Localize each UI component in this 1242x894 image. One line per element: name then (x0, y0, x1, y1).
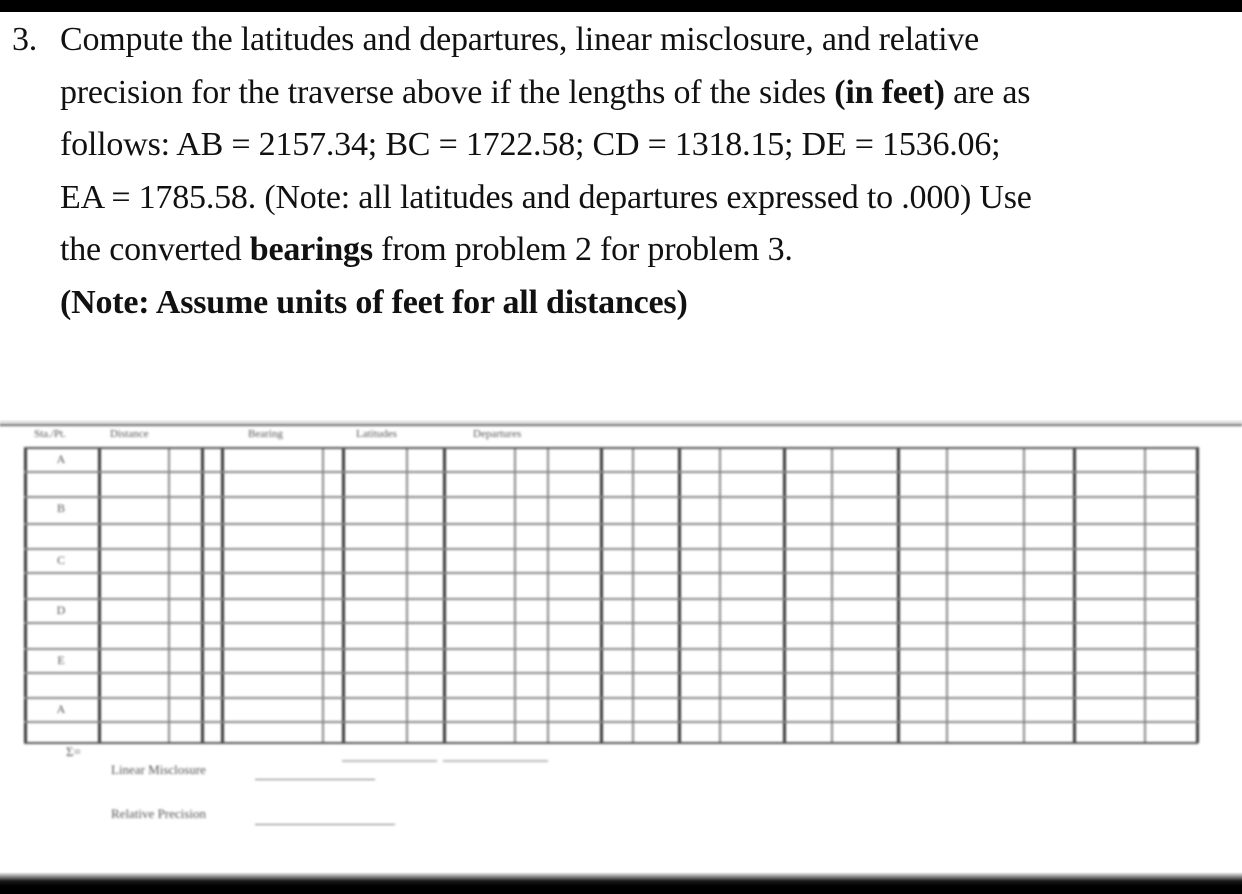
table-cell[interactable] (1025, 723, 1073, 742)
table-cell[interactable] (100, 650, 168, 672)
table-cell[interactable] (1025, 449, 1073, 471)
table-cell[interactable] (1075, 723, 1144, 742)
table-cell[interactable] (948, 600, 1023, 622)
table-cell[interactable] (1075, 498, 1144, 523)
table-cell[interactable] (445, 574, 514, 598)
table-cell[interactable] (602, 525, 632, 548)
table-cell[interactable] (445, 473, 514, 496)
table-cell[interactable] (203, 525, 221, 548)
problem-line (60, 224, 1230, 277)
table-cell[interactable] (516, 525, 547, 548)
table-cell[interactable] (516, 624, 547, 648)
traverse-worksheet (0, 428, 1242, 872)
table-cell[interactable] (680, 723, 719, 742)
table-cell[interactable] (549, 723, 600, 742)
table-cell[interactable] (445, 600, 514, 622)
table-cell[interactable] (408, 473, 443, 496)
table-cell[interactable] (516, 473, 547, 496)
table-cell[interactable] (324, 723, 342, 742)
table-cell[interactable] (721, 723, 783, 742)
table-cell[interactable] (899, 674, 946, 697)
table-cell[interactable] (223, 473, 322, 496)
table-cell[interactable] (1146, 498, 1196, 523)
table-cell[interactable] (223, 525, 322, 548)
table-cell[interactable] (634, 699, 678, 721)
table-cell[interactable] (721, 550, 783, 572)
table-cell[interactable] (445, 498, 514, 523)
table-cell[interactable] (948, 525, 1023, 548)
table-cell[interactable] (1075, 600, 1144, 622)
table-cell[interactable] (634, 449, 678, 471)
table-cell[interactable] (223, 624, 322, 648)
table-cell[interactable] (948, 574, 1023, 598)
table-cell[interactable] (324, 574, 342, 598)
table-cell[interactable] (408, 674, 443, 697)
table-cell[interactable] (223, 600, 322, 622)
table-cell[interactable] (100, 525, 168, 548)
column-header: Distance (110, 428, 149, 440)
table-cell[interactable] (833, 624, 897, 648)
table-cell[interactable] (203, 574, 221, 598)
table-cell[interactable] (785, 650, 831, 672)
table-cell[interactable] (203, 699, 221, 721)
table-cell[interactable] (833, 650, 897, 672)
table-cell[interactable] (549, 650, 600, 672)
table-cell[interactable] (408, 574, 443, 598)
table-cell[interactable] (602, 650, 632, 672)
table-cell[interactable] (324, 473, 342, 496)
table-cell[interactable] (899, 473, 946, 496)
table-cell[interactable] (549, 574, 600, 598)
linear-misclosure-blank[interactable] (255, 779, 375, 780)
table-cell[interactable] (100, 473, 168, 496)
table-cell[interactable] (1075, 650, 1144, 672)
table-cell[interactable] (785, 498, 831, 523)
problem-text (60, 14, 1230, 329)
table-cell[interactable] (549, 525, 600, 548)
table-cell[interactable] (899, 525, 946, 548)
table-cell[interactable] (516, 600, 547, 622)
table-cell[interactable] (1146, 473, 1196, 496)
table-cell[interactable] (680, 574, 719, 598)
table-cell[interactable] (602, 674, 632, 697)
table-cell[interactable] (634, 723, 678, 742)
table-cell[interactable] (833, 600, 897, 622)
table-cell[interactable] (203, 723, 221, 742)
table-cell[interactable] (634, 624, 678, 648)
grid-row-line (24, 742, 1198, 744)
table-cell[interactable] (100, 550, 168, 572)
table-cell[interactable] (408, 624, 443, 648)
sum-latitudes-blank[interactable] (342, 760, 437, 762)
column-header: Departures (473, 428, 522, 440)
table-cell[interactable] (948, 449, 1023, 471)
table-cell[interactable] (1025, 674, 1073, 697)
table-cell[interactable] (948, 650, 1023, 672)
problem-text-segment: precision for the traverse above if the lengths of the sides (60, 73, 835, 111)
table-cell[interactable] (1146, 525, 1196, 548)
table-cell[interactable] (1075, 624, 1144, 648)
table-cell[interactable] (602, 723, 632, 742)
table-cell[interactable] (1146, 624, 1196, 648)
table-cell[interactable] (785, 723, 831, 742)
table-cell[interactable] (785, 699, 831, 721)
table-cell[interactable] (445, 550, 514, 572)
table-cell[interactable] (602, 473, 632, 496)
table-cell[interactable] (100, 600, 168, 622)
table-cell[interactable] (516, 650, 547, 672)
table-cell[interactable] (324, 624, 342, 648)
table-cell[interactable] (445, 525, 514, 548)
table-cell[interactable] (721, 674, 783, 697)
table-cell[interactable] (602, 574, 632, 598)
table-cell[interactable] (170, 699, 201, 721)
table-cell[interactable] (170, 574, 201, 598)
table-cell[interactable] (602, 699, 632, 721)
problem-line (60, 14, 1230, 67)
table-cell[interactable] (948, 699, 1023, 721)
table-cell[interactable] (549, 473, 600, 496)
relative-precision-label: Relative Precision (111, 806, 206, 821)
table-cell[interactable] (634, 674, 678, 697)
table-cell[interactable] (1025, 550, 1073, 572)
table-cell[interactable] (223, 699, 322, 721)
table-cell[interactable] (1025, 600, 1073, 622)
table-cell[interactable] (445, 624, 514, 648)
table-cell[interactable] (408, 600, 443, 622)
table-cell[interactable] (223, 449, 322, 471)
table-cell[interactable] (680, 473, 719, 496)
table-cell[interactable] (899, 574, 946, 598)
table-cell[interactable] (324, 674, 342, 697)
table-cell[interactable] (680, 650, 719, 672)
table-cell[interactable] (344, 723, 406, 742)
problem-line (60, 277, 1230, 330)
table-cell[interactable] (948, 473, 1023, 496)
table-cell[interactable] (833, 674, 897, 697)
table-cell[interactable] (1075, 574, 1144, 598)
table-cell[interactable] (1075, 525, 1144, 548)
table-cell[interactable] (721, 473, 783, 496)
table-cell[interactable] (899, 699, 946, 721)
table-cell[interactable] (344, 674, 406, 697)
table-cell[interactable] (170, 600, 201, 622)
table-cell[interactable] (833, 574, 897, 598)
table-cell[interactable] (344, 498, 406, 523)
table-cell[interactable] (445, 449, 514, 471)
table-cell[interactable] (833, 723, 897, 742)
problem-text-segment: from problem 2 for problem 3. (372, 231, 793, 268)
table-cell[interactable] (899, 498, 946, 523)
table-cell[interactable] (1025, 650, 1073, 672)
table-cell[interactable] (948, 550, 1023, 572)
table-cell[interactable] (948, 723, 1023, 742)
table-cell[interactable] (549, 550, 600, 572)
table-cell[interactable] (602, 449, 632, 471)
table-cell[interactable] (1025, 574, 1073, 598)
problem-text-bold: (in feet) (834, 73, 945, 111)
table-cell[interactable] (170, 624, 201, 648)
table-cell[interactable] (899, 449, 946, 471)
table-cell[interactable] (721, 574, 783, 598)
table-cell[interactable] (1025, 699, 1073, 721)
table-cell[interactable] (516, 723, 547, 742)
table-cell[interactable] (899, 624, 946, 648)
table-cell[interactable] (1025, 525, 1073, 548)
column-header: Sta./Pt. (34, 428, 66, 440)
table-cell[interactable] (1146, 550, 1196, 572)
table-cell[interactable] (948, 498, 1023, 523)
table-cell[interactable] (1146, 674, 1196, 697)
table-cell[interactable] (785, 473, 831, 496)
table-cell[interactable] (721, 600, 783, 622)
table-cell[interactable] (445, 674, 514, 697)
problem-line (60, 67, 1230, 120)
table-cell[interactable] (170, 550, 201, 572)
bottom-black-bar (0, 872, 1242, 894)
table-cell[interactable] (680, 674, 719, 697)
table-cell[interactable] (634, 525, 678, 548)
table-cell[interactable] (899, 600, 946, 622)
problem-text-segment: Compute the latitudes and departures, linear misclosure, and relative (60, 21, 980, 58)
table-cell[interactable] (833, 699, 897, 721)
table-cell[interactable] (516, 550, 547, 572)
table-cell[interactable] (785, 674, 831, 697)
table-cell[interactable] (170, 498, 201, 523)
table-cell[interactable] (324, 449, 342, 471)
table-cell[interactable] (833, 473, 897, 496)
worksheet-top-edge (0, 420, 1242, 428)
table-cell[interactable] (899, 650, 946, 672)
table-cell[interactable] (324, 600, 342, 622)
table-cell[interactable] (100, 498, 168, 523)
table-cell[interactable] (223, 550, 322, 572)
table-cell[interactable] (445, 699, 514, 721)
table-cell[interactable] (634, 550, 678, 572)
table-cell[interactable] (549, 600, 600, 622)
table-cell[interactable] (408, 449, 443, 471)
table-cell[interactable] (680, 699, 719, 721)
table-cell[interactable] (223, 723, 322, 742)
table-cell[interactable] (344, 525, 406, 548)
table-cell[interactable] (1146, 723, 1196, 742)
table-cell[interactable] (1075, 449, 1144, 471)
table-cell[interactable] (1146, 600, 1196, 622)
table-cell[interactable] (785, 449, 831, 471)
table-cell[interactable] (516, 674, 547, 697)
table-cell[interactable] (100, 723, 168, 742)
station-label: B (56, 501, 65, 515)
table-cell[interactable] (445, 650, 514, 672)
table-cell[interactable] (324, 498, 342, 523)
problem-line (60, 119, 1230, 172)
table-cell[interactable] (833, 550, 897, 572)
table-cell[interactable] (203, 674, 221, 697)
table-cell[interactable] (1146, 650, 1196, 672)
table-cell[interactable] (785, 525, 831, 548)
table-cell[interactable] (170, 650, 201, 672)
table-cell[interactable] (785, 624, 831, 648)
table-cell[interactable] (1025, 624, 1073, 648)
table-cell[interactable] (203, 550, 221, 572)
table-cell[interactable] (344, 574, 406, 598)
table-cell[interactable] (948, 624, 1023, 648)
table-cell[interactable] (1146, 699, 1196, 721)
table-cell[interactable] (1075, 699, 1144, 721)
table-cell[interactable] (344, 699, 406, 721)
table-cell[interactable] (721, 525, 783, 548)
table-cell[interactable] (602, 498, 632, 523)
table-cell[interactable] (549, 449, 600, 471)
table-cell[interactable] (1025, 473, 1073, 496)
table-cell[interactable] (445, 723, 514, 742)
table-cell[interactable] (680, 600, 719, 622)
table-cell[interactable] (721, 449, 783, 471)
table-cell[interactable] (344, 550, 406, 572)
table-cell[interactable] (516, 449, 547, 471)
table-cell[interactable] (634, 574, 678, 598)
table-cell[interactable] (203, 473, 221, 496)
table-cell[interactable] (324, 525, 342, 548)
table-cell[interactable] (100, 574, 168, 598)
table-cell[interactable] (634, 600, 678, 622)
table-cell[interactable] (602, 600, 632, 622)
problem-line (60, 172, 1230, 225)
table-cell[interactable] (170, 525, 201, 548)
table-cell[interactable] (634, 650, 678, 672)
table-cell[interactable] (344, 624, 406, 648)
problem-text-segment: are as (944, 73, 1031, 111)
relative-precision-blank[interactable] (255, 824, 395, 825)
table-cell[interactable] (344, 449, 406, 471)
station-label: E (57, 653, 65, 667)
table-cell[interactable] (170, 723, 201, 742)
table-cell[interactable] (1146, 449, 1196, 471)
table-cell[interactable] (100, 449, 168, 471)
table-cell[interactable] (170, 473, 201, 496)
table-cell[interactable] (203, 650, 221, 672)
table-cell[interactable] (833, 525, 897, 548)
station-label: A (56, 702, 66, 716)
table-cell[interactable] (634, 473, 678, 496)
table-cell[interactable] (785, 550, 831, 572)
table-cell[interactable] (1025, 498, 1073, 523)
table-cell[interactable] (1075, 473, 1144, 496)
table-cell[interactable] (680, 498, 719, 523)
table-cell[interactable] (100, 674, 168, 697)
problem-text-bold: bearings (249, 231, 373, 268)
problem-number: 3. (12, 21, 38, 58)
table-cell[interactable] (549, 699, 600, 721)
table-cell[interactable] (721, 498, 783, 523)
table-cell[interactable] (170, 449, 201, 471)
table-cell[interactable] (223, 650, 322, 672)
sum-departures-blank[interactable] (443, 760, 548, 762)
table-cell[interactable] (203, 600, 221, 622)
table-cell[interactable] (223, 674, 322, 697)
table-cell[interactable] (833, 449, 897, 471)
problem-text-bold: (Note: Assume units of feet for all distances) (60, 283, 688, 321)
table-cell[interactable] (344, 650, 406, 672)
table-cell[interactable] (203, 498, 221, 523)
problem-text-segment: follows: AB = 2157.34; BC = 1722.58; CD = 1318.15; DE = 1536.06; (60, 126, 1001, 163)
table-cell[interactable] (408, 525, 443, 548)
table-cell[interactable] (785, 600, 831, 622)
table-cell[interactable] (203, 449, 221, 471)
table-cell[interactable] (680, 624, 719, 648)
table-cell[interactable] (602, 550, 632, 572)
column-header: Bearing (248, 428, 283, 440)
table-cell[interactable] (549, 624, 600, 648)
table-cell[interactable] (721, 624, 783, 648)
table-cell[interactable] (408, 723, 443, 742)
table-cell[interactable] (516, 574, 547, 598)
problem-text-segment: EA = 1785.58. (Note: all latitudes and departures expressed to .000) Use (60, 178, 1032, 216)
table-cell[interactable] (344, 600, 406, 622)
table-cell[interactable] (785, 574, 831, 598)
table-cell[interactable] (1075, 550, 1144, 572)
table-cell[interactable] (516, 699, 547, 721)
table-cell[interactable] (170, 674, 201, 697)
table-cell[interactable] (100, 699, 168, 721)
table-cell[interactable] (408, 650, 443, 672)
table-cell[interactable] (948, 674, 1023, 697)
top-black-bar (0, 0, 1242, 12)
table-cell[interactable] (203, 624, 221, 648)
table-cell[interactable] (408, 699, 443, 721)
column-header: Latitudes (356, 428, 397, 440)
problem-text-segment: the converted (60, 231, 250, 268)
table-cell[interactable] (223, 574, 322, 598)
table-cell[interactable] (634, 498, 678, 523)
table-cell[interactable] (1075, 674, 1144, 697)
table-cell[interactable] (680, 550, 719, 572)
table-cell[interactable] (899, 550, 946, 572)
table-cell[interactable] (680, 525, 719, 548)
table-cell[interactable] (223, 498, 322, 523)
station-label: A (56, 452, 66, 466)
table-cell[interactable] (602, 624, 632, 648)
table-cell[interactable] (408, 498, 443, 523)
table-cell[interactable] (324, 699, 342, 721)
sum-label: Σ= (66, 744, 81, 759)
table-cell[interactable] (833, 498, 897, 523)
station-label: C (56, 553, 65, 567)
table-cell[interactable] (516, 498, 547, 523)
table-cell[interactable] (344, 473, 406, 496)
table-cell[interactable] (324, 650, 342, 672)
table-cell[interactable] (324, 550, 342, 572)
linear-misclosure-label: Linear Misclosure (111, 762, 206, 777)
table-cell[interactable] (549, 674, 600, 697)
station-label: D (56, 603, 66, 617)
table-cell[interactable] (1146, 574, 1196, 598)
table-cell[interactable] (408, 550, 443, 572)
table-cell[interactable] (899, 723, 946, 742)
table-cell[interactable] (721, 699, 783, 721)
table-cell[interactable] (680, 449, 719, 471)
table-cell[interactable] (100, 624, 168, 648)
table-cell[interactable] (549, 498, 600, 523)
table-cell[interactable] (721, 650, 783, 672)
